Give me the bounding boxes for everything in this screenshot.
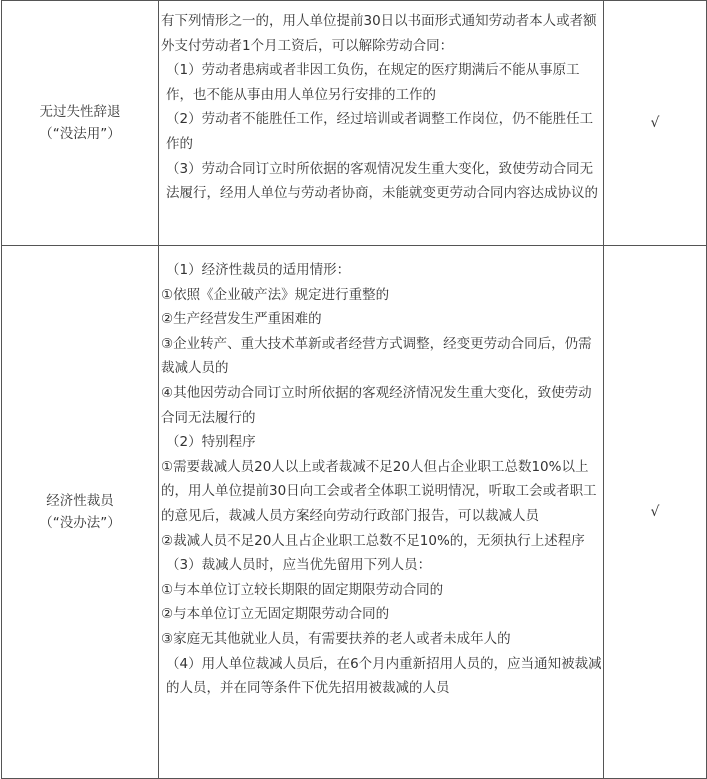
content-line: ④其他因劳动合同订立时所依据的客观经济情况发生重大变化，致使劳动合同无法履行的 — [161, 384, 592, 426]
content-line: 有下列情形之一的，用人单位提前30日以书面形式通知劳动者本人或者额外支付劳动者1个月工资后，可以解除劳动合同： — [161, 13, 597, 54]
content-line: （1）劳动者患病或者非因工负伤，在规定的医疗期满后不能从事原工作，也不能从事由用人单位另行安排的工作的 — [166, 62, 580, 103]
checkmark: √ — [650, 115, 660, 131]
content-line: ①需要裁减人员20人以上或者裁减不足20人但占企业职工总数10%以上的，用人单位提前30日向工会或者全体职工说明情况，听取工会或者职工的意见后，裁减人员方案经向劳动行政部门报告，可以裁减人员 — [161, 458, 597, 524]
row-content-cell — [159, 246, 604, 779]
content-line: ②与本单位订立无固定期限劳动合同的 — [161, 606, 390, 623]
content-line: （2）劳动者不能胜任工作，经过培训或者调整工作岗位，仍不能胜任工作的 — [166, 111, 594, 152]
content-line: ③家庭无其他就业人员，有需要扶养的老人或者未成年人的 — [161, 630, 511, 647]
content-line: ②生产经营发生严重困难的 — [161, 311, 322, 328]
table-row-economic-layoff — [2, 246, 707, 779]
row-label-cell — [2, 246, 159, 779]
table-row-no-fault-dismissal — [2, 1, 707, 246]
row-label-nickname: （“没法用”） — [39, 126, 121, 142]
row-label-title: 经济性裁员 — [46, 493, 114, 509]
content-line: （3）劳动合同订立时所依据的客观情况发生重大变化，致使劳动合同无法履行，经用人单位与劳动者协商，未能就变更劳动合同内容达成协议的 — [166, 160, 598, 202]
checkmark-cell — [604, 1, 707, 246]
content-line: （2）特别程序 — [166, 434, 256, 451]
content-line: （1）经济性裁员的适用情形： — [166, 262, 351, 278]
row-label-title: 无过失性辞退 — [39, 104, 121, 120]
row-label-cell — [2, 1, 159, 246]
content-line: ①与本单位订立较长期限的固定期限劳动合同的 — [161, 581, 444, 598]
checkmark-cell — [604, 246, 707, 779]
row-content-cell — [159, 1, 604, 246]
content-line: （4）用人单位裁减人员后，在6个月内重新招用人员的，应当通知被裁减的人员，并在同等条件下优先招用被裁减的人员 — [166, 655, 602, 697]
content-line: ③企业转产、重大技术革新或者经营方式调整，经变更劳动合同后，仍需裁减人员的 — [161, 335, 592, 377]
checkmark: √ — [650, 504, 660, 520]
content-line: ②裁减人员不足20人且占企业职工总数不足10%的，无须执行上述程序 — [161, 532, 585, 549]
content-line: （3）裁减人员时，应当优先留用下列人员： — [166, 557, 432, 574]
content-line: ①依照《企业破产法》规定进行重整的 — [161, 286, 390, 303]
dismissal-table — [1, 0, 707, 779]
row-label-nickname: （“没办法”） — [39, 515, 121, 531]
